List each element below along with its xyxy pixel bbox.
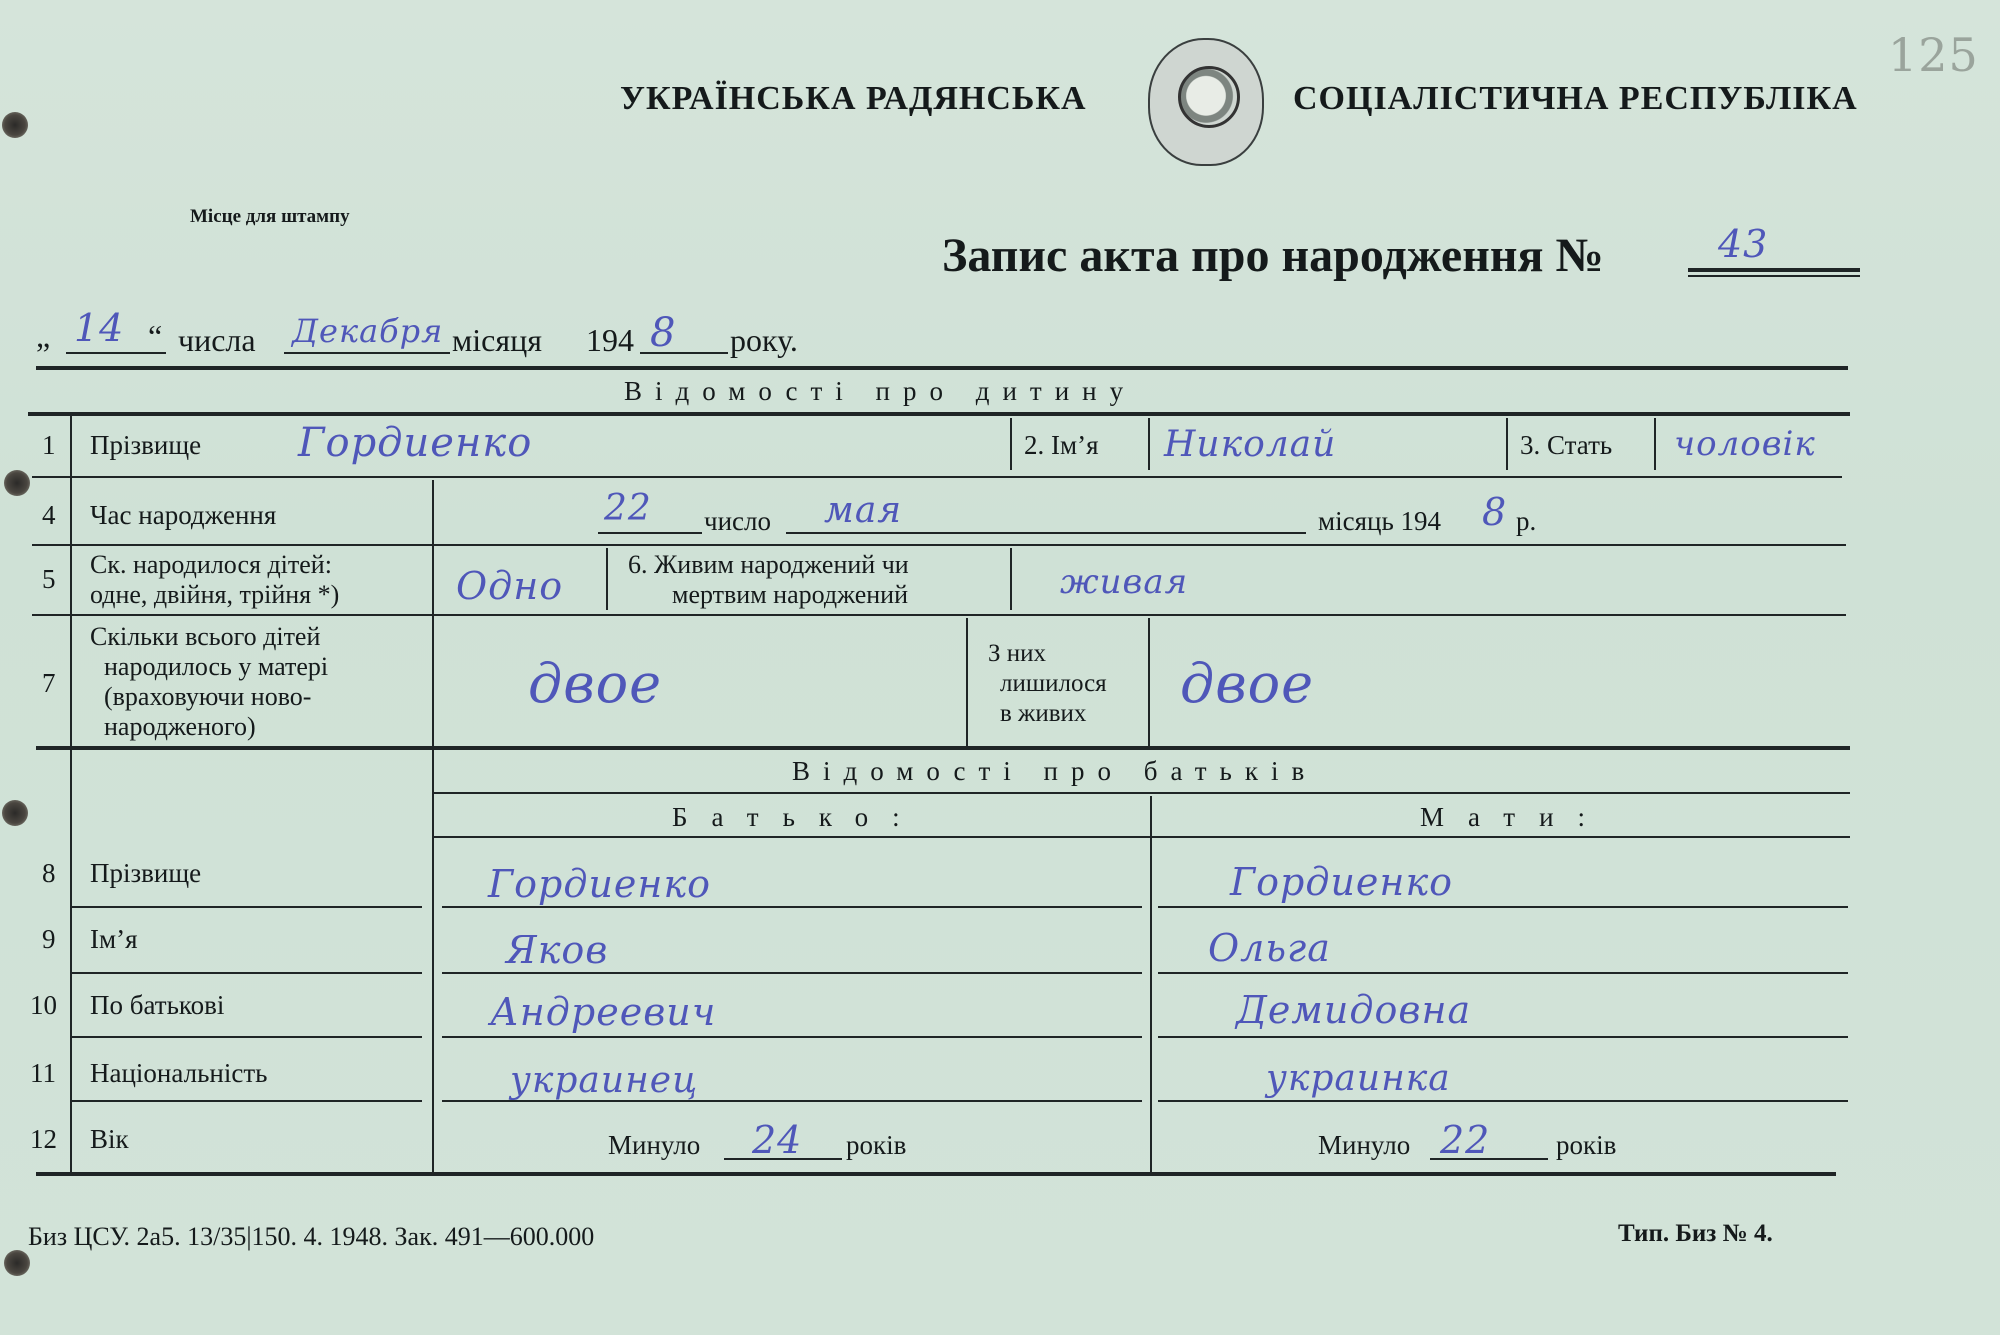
- mother-nationality: украинка: [1266, 1058, 1451, 1099]
- row-number: 10: [30, 990, 57, 1020]
- child-name: Николай: [1164, 424, 1337, 465]
- record-number: 43: [1718, 222, 1769, 266]
- alive-status: живая: [1060, 562, 1189, 602]
- alive-label: мертвим народжений: [672, 580, 908, 609]
- row-number: 5: [42, 564, 56, 594]
- father-name: Яков: [506, 928, 609, 972]
- punch-hole: [2, 112, 28, 138]
- name-label: 2. Ім’я: [1024, 430, 1099, 460]
- printing-info: Биз ЦСУ. 2а5. 13/35|150. 4. 1948. Зак. 491—600.000: [28, 1222, 595, 1251]
- born-count: Одно: [456, 564, 564, 608]
- row-number: 12: [30, 1124, 57, 1154]
- mother-patronymic: Демидовна: [1236, 988, 1472, 1032]
- alive-of-count: двое: [1180, 652, 1315, 715]
- father-name-label: Ім’я: [90, 924, 138, 954]
- total-children-label: народженого): [104, 712, 256, 741]
- row-number: 9: [42, 924, 56, 954]
- row-number: 11: [30, 1058, 56, 1088]
- republic-title-left: УКРАЇНСЬКА РАДЯНСЬКА: [620, 80, 1087, 117]
- alive-of-label: в живих: [1000, 700, 1087, 727]
- open-quote: „: [36, 318, 51, 354]
- total-children-label: (враховуючи ново-: [104, 682, 312, 711]
- child-section-heading: Відомості про дитину: [624, 376, 1137, 406]
- close-quote: “: [148, 318, 163, 354]
- birth-year-suffix: р.: [1516, 506, 1537, 536]
- birth-year-digit: 8: [1482, 490, 1508, 534]
- birth-day: 22: [604, 488, 652, 529]
- father-nationality: украинец: [510, 1060, 699, 1101]
- birth-month-label: місяць 194: [1318, 506, 1442, 536]
- father-years-label: років: [846, 1130, 907, 1160]
- mother-name: Ольга: [1208, 926, 1331, 970]
- year-prefix: 194: [586, 322, 634, 358]
- father-surname: Гордиенко: [488, 862, 712, 906]
- printing-house: Тип. Биз № 4.: [1618, 1220, 1773, 1247]
- father-patronymic: Андреевич: [490, 990, 717, 1034]
- punch-hole: [2, 800, 28, 826]
- alive-of-label: З них: [988, 640, 1047, 667]
- born-count-label: Ск. народилося дітей:: [90, 550, 332, 579]
- state-emblem-icon: [1148, 38, 1264, 166]
- birth-time-label: Час народження: [90, 500, 277, 530]
- day-label: числа: [178, 322, 256, 358]
- punch-hole: [4, 470, 30, 496]
- age-label: Вік: [90, 1124, 129, 1154]
- date-month: Декабря: [292, 312, 444, 350]
- row-number: 4: [42, 500, 56, 530]
- born-count-label: одне, двійня, трійня *): [90, 580, 340, 609]
- alive-label: 6. Живим народжений чи: [628, 550, 909, 579]
- father-passed-label: Минуло: [608, 1130, 701, 1160]
- father-surname-label: Прізвище: [90, 858, 202, 888]
- father-age: 24: [752, 1118, 803, 1162]
- alive-of-label: лишилося: [1000, 670, 1107, 697]
- mother-heading: Мати:: [1420, 802, 1610, 832]
- parents-section-heading: Відомості про батьків: [792, 756, 1318, 786]
- row-number: 7: [42, 668, 56, 698]
- total-children-label: народилось у матері: [104, 652, 329, 681]
- birth-month: мая: [824, 490, 903, 531]
- mother-surname: Гордиенко: [1230, 860, 1454, 904]
- mother-age: 22: [1440, 1118, 1491, 1162]
- sex-label: 3. Стать: [1520, 430, 1613, 460]
- surname-label: Прізвище: [90, 430, 202, 460]
- father-heading: Батько:: [672, 802, 924, 832]
- mother-passed-label: Минуло: [1318, 1130, 1411, 1160]
- birth-day-label: число: [704, 506, 771, 536]
- month-label: місяця: [452, 322, 542, 358]
- row-number: 8: [42, 858, 56, 888]
- date-day: 14: [74, 306, 125, 350]
- nationality-label: Національність: [90, 1058, 268, 1088]
- mother-years-label: років: [1556, 1130, 1617, 1160]
- republic-title-right: СОЦІАЛІСТИЧНА РЕСПУБЛІКА: [1293, 80, 1858, 117]
- total-children: двое: [528, 652, 663, 715]
- year-digit: 8: [650, 310, 677, 356]
- year-label: року.: [730, 322, 798, 358]
- child-surname: Гордиенко: [298, 420, 533, 466]
- row-number: 1: [42, 430, 56, 460]
- document-title: Запис акта про народження №: [942, 229, 1604, 282]
- punch-hole: [4, 1250, 30, 1276]
- total-children-label: Скільки всього дітей: [90, 622, 321, 651]
- child-sex: чоловік: [1674, 424, 1816, 464]
- stamp-place-label: Місце для штампу: [190, 206, 350, 227]
- page-number: 125: [1888, 28, 1979, 82]
- patronymic-label: По батькові: [90, 990, 225, 1020]
